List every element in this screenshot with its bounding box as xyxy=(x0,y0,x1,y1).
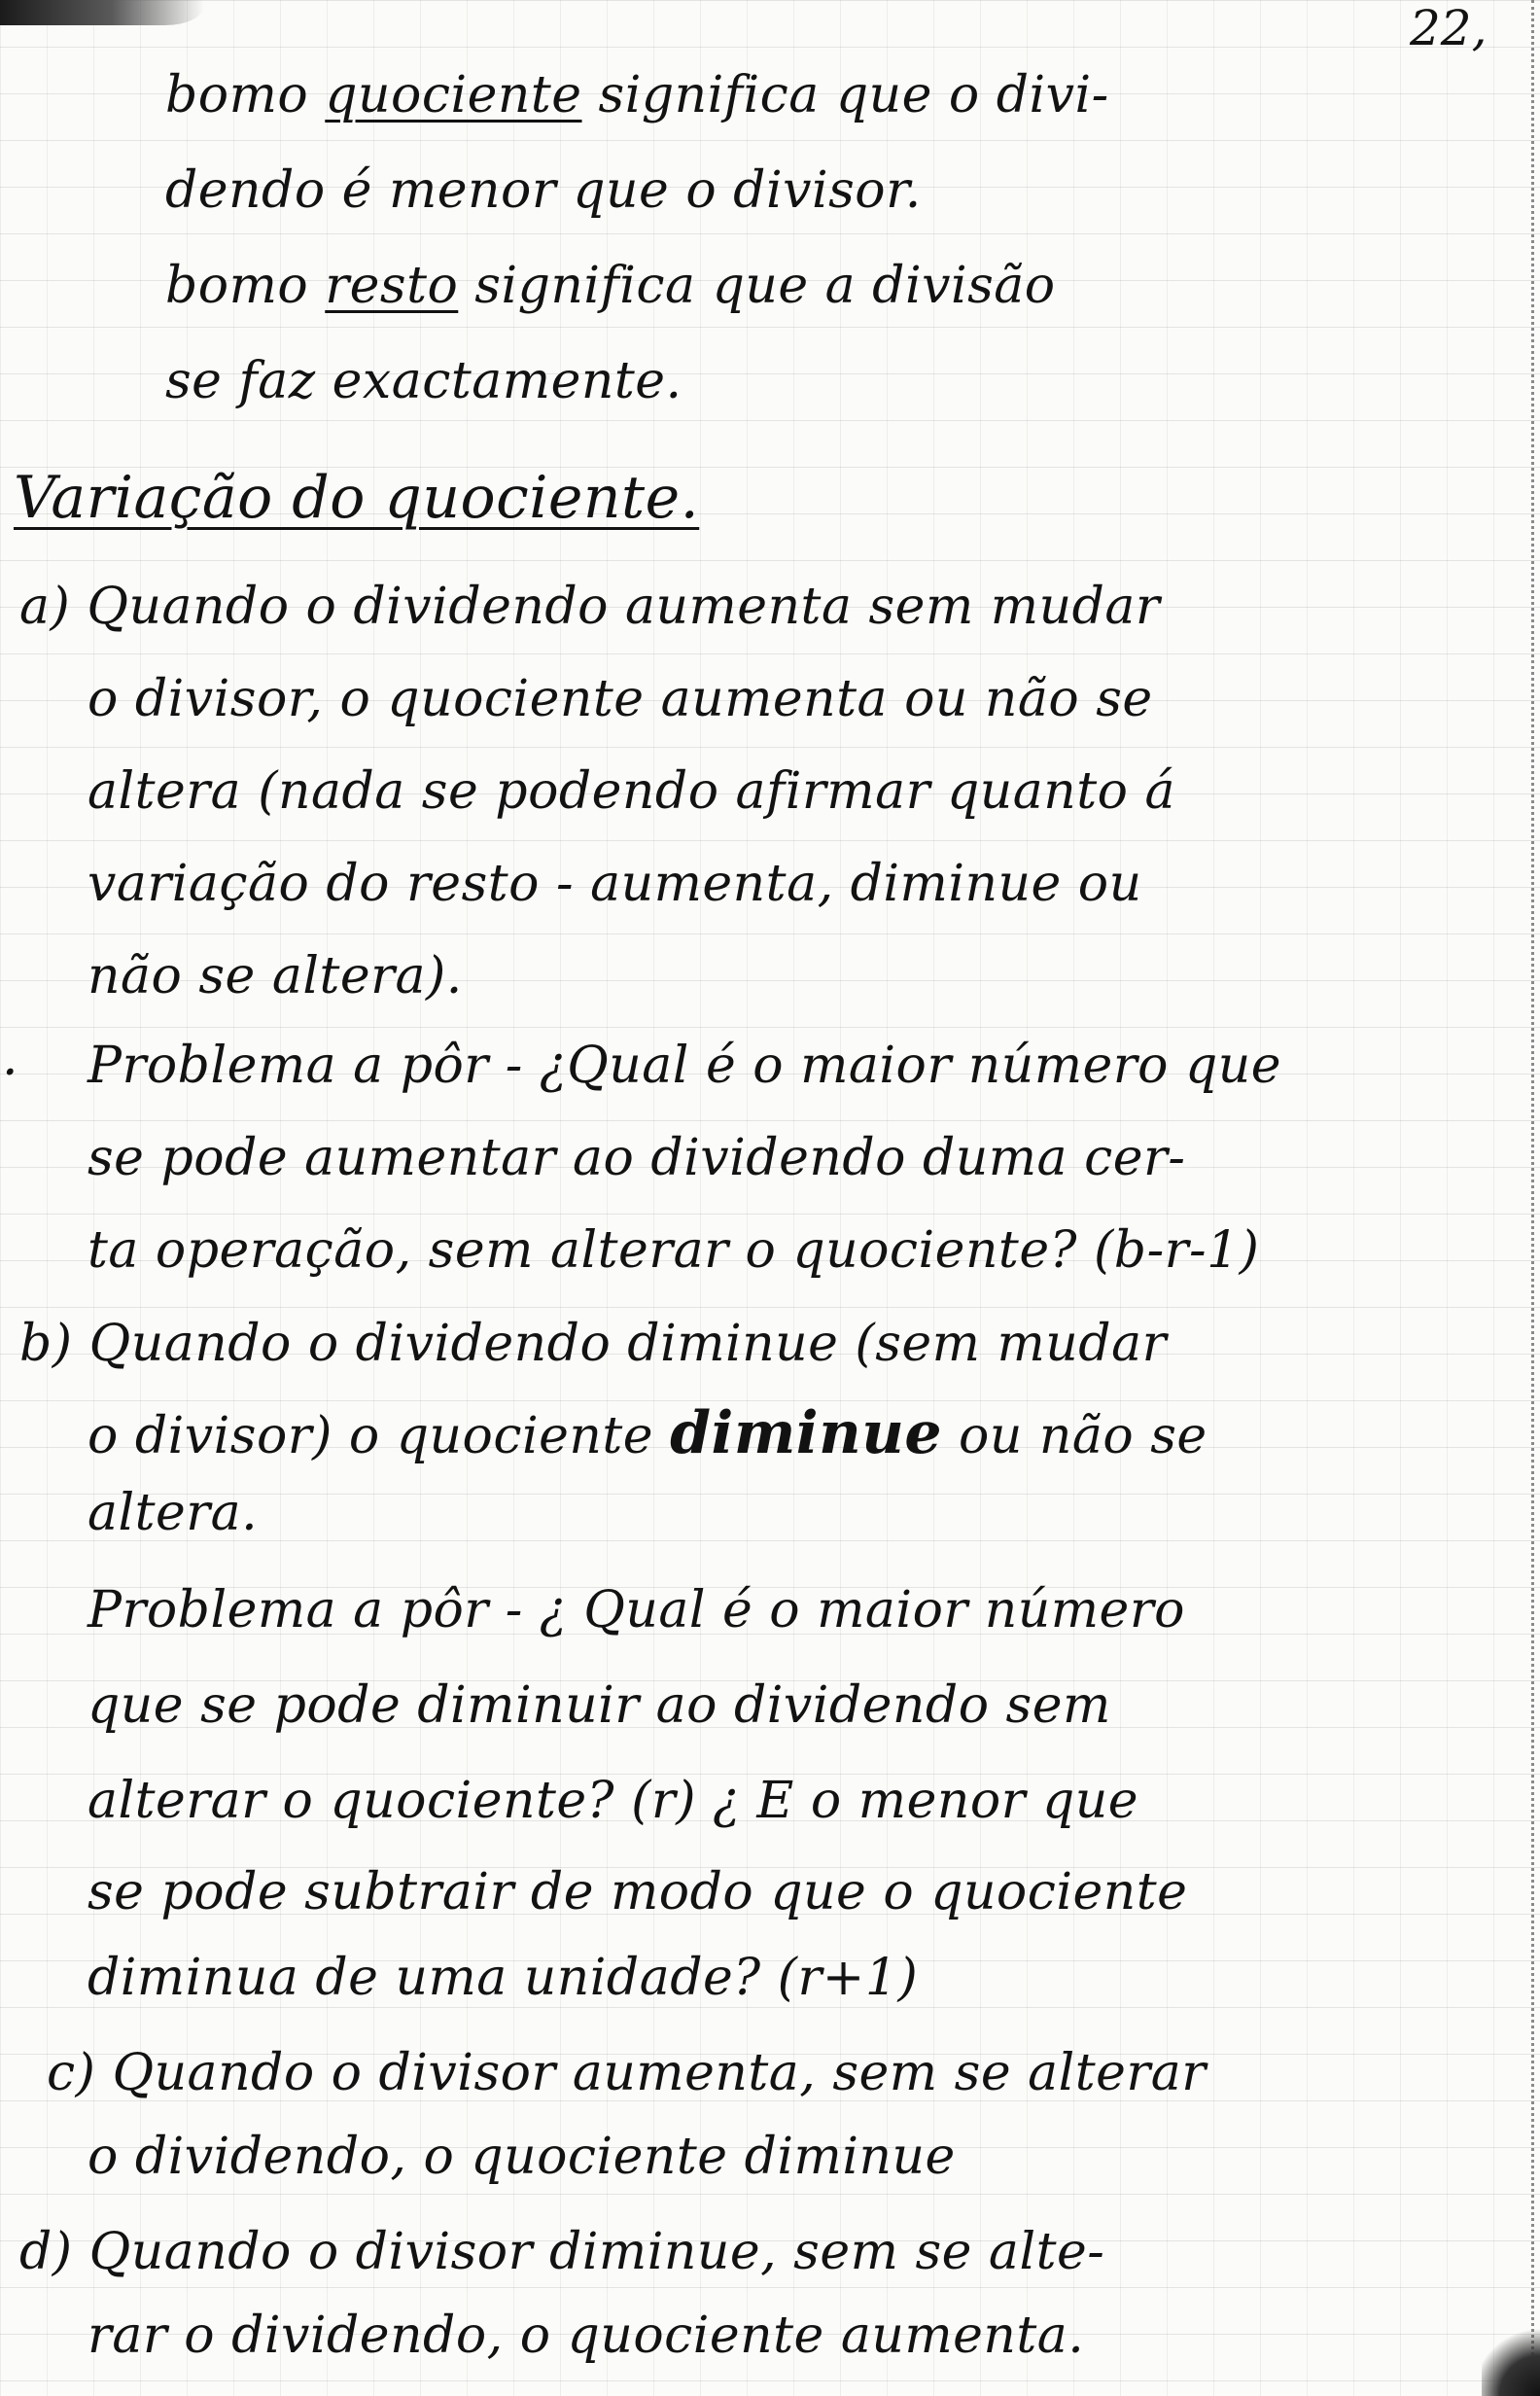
section-b-line-2-post: ou não se xyxy=(942,1407,1208,1465)
stray-mark: . xyxy=(2,1029,18,1087)
section-b-problem-line-5: diminua de uma unidade? (r+1) xyxy=(88,1949,919,2007)
section-a-problem-line-1: Problema a pôr - ¿Qual é o maior número que xyxy=(88,1037,1282,1095)
section-a-line-5: não se altera). xyxy=(88,947,463,1005)
section-a-problem-line-2: se pode aumentar ao dividendo duma cer- xyxy=(88,1129,1186,1187)
intro-line-4: se faz exactamente. xyxy=(165,352,682,410)
section-b-problem-line-4: se pode subtrair de modo que o quociente xyxy=(88,1863,1188,1921)
term-diminue: diminue xyxy=(670,1399,943,1467)
section-d-line-1: d) Quando o divisor diminue, sem se alte- xyxy=(19,2223,1105,2281)
section-c-line-1: c) Quando o divisor aumenta, sem se alterar xyxy=(47,2044,1207,2102)
section-a-line-1: a) Quando o dividendo aumenta sem mudar xyxy=(19,578,1161,636)
scan-blot xyxy=(1482,2328,1540,2396)
section-c-line-2: o dividendo, o quociente diminue xyxy=(88,2128,956,2186)
page-number: 22, xyxy=(1410,0,1488,56)
section-b-problem-line-1: Problema a pôr - ¿ Qual é o maior número xyxy=(88,1581,1185,1639)
section-b-problem-line-3: alterar o quociente? (r) ¿ E o menor que xyxy=(88,1772,1139,1830)
intro-line-1-pre: bomo xyxy=(165,66,326,124)
intro-line-3-pre: bomo xyxy=(165,257,326,315)
section-b-line-2 xyxy=(88,1399,1208,1467)
section-b-problem-line-2: que se pode diminuir ao dividendo sem xyxy=(88,1676,1111,1735)
scan-shadow xyxy=(0,0,204,25)
section-a-line-4: variação do resto - aumenta, diminue ou xyxy=(88,855,1142,913)
section-heading: Variação do quociente. xyxy=(14,464,700,532)
intro-line-3 xyxy=(165,257,1056,315)
section-b-line-1: b) Quando o dividendo diminue (sem mudar xyxy=(19,1315,1167,1373)
section-a-problem-line-3: ta operação, sem alterar o quociente? (b-r-1) xyxy=(88,1221,1260,1280)
intro-line-1-post: significa que o divi- xyxy=(581,66,1109,124)
intro-line-3-post: significa que a divisão xyxy=(458,257,1056,315)
margin-rule xyxy=(1528,0,1534,2396)
intro-line-1 xyxy=(165,66,1109,124)
term-resto: resto xyxy=(325,257,459,315)
section-a-line-3: altera (nada se podendo afirmar quanto á xyxy=(88,762,1175,821)
section-b-line-3: altera. xyxy=(88,1484,259,1542)
section-b-line-2-pre: o divisor) o quociente xyxy=(88,1407,671,1465)
section-a-line-2: o divisor, o quociente aumenta ou não se xyxy=(88,670,1153,728)
section-d-line-2: rar o dividendo, o quociente aumenta. xyxy=(88,2307,1085,2365)
intro-line-2: dendo é menor que o divisor. xyxy=(165,161,922,220)
term-quociente: quociente xyxy=(325,66,582,124)
